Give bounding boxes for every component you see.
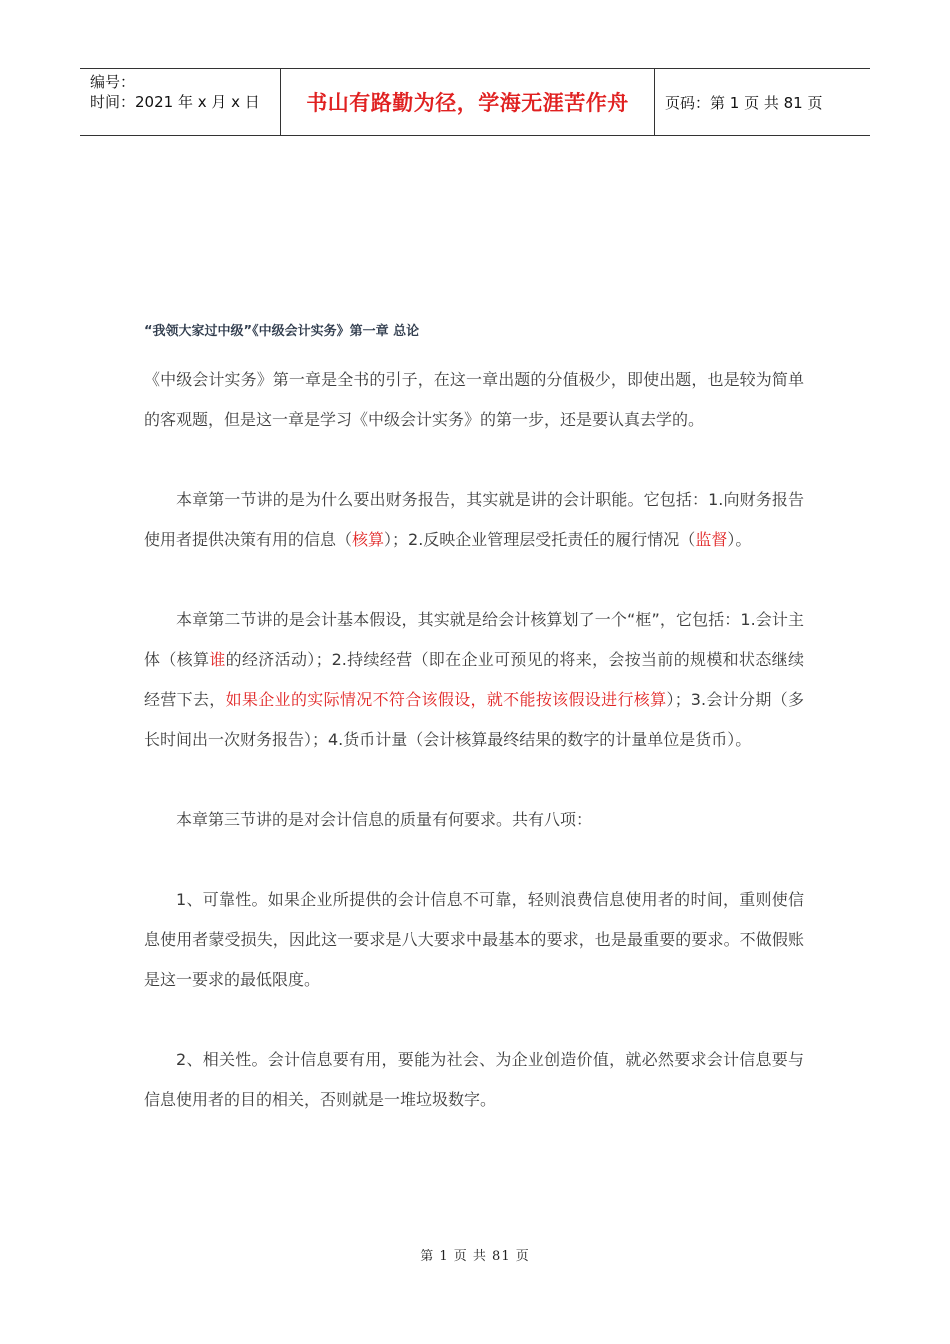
section-1-highlight-supervision: 监督 [695,530,728,549]
section-1-highlight-accounting: 核算 [352,530,385,549]
document-body [144,322,804,1120]
section-2-text-e: ）；3.会计分期（多长时间出一次财务报告）；4.货币计量（会计核算最终结果的数字的计量单位是货币）。 [144,690,804,749]
quality-item-relevance: 2、相关性。会计信息要有用，要能为社会、为企业创造价值，就必然要求会计信息要与信息使用者的目的相关，否则就是一堆垃圾数字。 [144,1050,804,1109]
document-header [80,68,870,136]
section-1-text-e: ）。 [727,530,752,549]
header-meta-cell [80,69,281,135]
section-1-text-a: 本章第一节讲的是为什么要出财务报告，其实就是讲的会计职能。它包括：1.向财务报告使用者提供决策有用的信息（ [144,490,804,549]
document-date-label: 时间：2021 年 x 月 x 日 [90,93,260,111]
quality-item-reliability: 1、可靠性。如果企业所提供的会计信息不可靠，轻则浪费信息使用者的时间，重则使信息使用者蒙受损失，因此这一要求是八大要求中最基本的要求，也是最重要的要求。不做假账是这一要求的最低限度。 [144,890,804,989]
header-motto: 书山有路勤为径，学海无涯苦作舟 [281,69,655,135]
header-page-info: 页码：第 1 页 共 81 页 [665,93,823,112]
section-2-text-c: 的经济活动）；2.持续经营（即在企业可预见的将来，会按当前的规模和状态继续经营下去， [144,650,804,709]
section-2-text-a: 本章第二节讲的是会计基本假设，其实就是给会计核算划了一个“框”，它包括：1.会计主体（核算 [144,610,804,669]
document-number-label: 编号： [90,73,136,91]
section-3-paragraph: 本章第三节讲的是对会计信息的质量有何要求。共有八项： [176,810,593,829]
section-2-paragraph [144,600,804,760]
intro-paragraph: 《中级会计实务》第一章是全书的引子，在这一章出题的分值极少，即使出题，也是较为简单的客观题，但是这一章是学习《中级会计实务》的第一步，还是要认真去学的。 [144,370,804,429]
page-footer: 第 1 页 共 81 页 [420,1249,530,1264]
section-2-highlight-who: 谁 [209,650,226,669]
section-2-highlight-assumption: 如果企业的实际情况不符合该假设，就不能按该假设进行核算 [225,690,667,709]
section-1-text-c: ）；2.反映企业管理层受托责任的履行情况（ [384,530,696,549]
document-title: “我领大家过中级”《中级会计实务》第一章 总论 [144,324,420,339]
section-1-paragraph [144,480,804,560]
